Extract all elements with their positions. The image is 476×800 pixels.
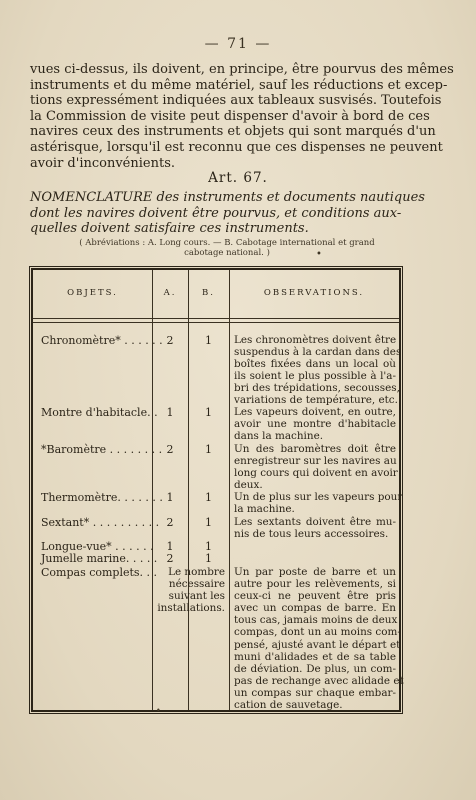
row-value-b: 1: [205, 443, 212, 456]
nomenclature-table: [31, 268, 404, 712]
row-value-b: 1: [205, 334, 212, 347]
header-rule: [33, 318, 399, 319]
row-value-b: 1: [205, 516, 212, 529]
header-objets: OBJETS.: [67, 288, 118, 298]
row-value-a: 2: [166, 334, 174, 347]
obs-line: Un de plus sur les vapeurs pour: [234, 491, 403, 503]
obs-line: muni d'alidades et de sa table: [234, 650, 396, 663]
abbreviations-line: cabotage national. ): [184, 248, 270, 258]
obs-line: pas de rechange avec alidade et: [234, 674, 404, 687]
obs-line: bri des trépidations, secousses,: [234, 382, 400, 395]
note-line: installations.: [157, 602, 225, 615]
header-a: A.: [163, 288, 177, 298]
abbreviations-note: [52, 238, 402, 258]
nomenclature-title: [30, 190, 425, 237]
obs-line: avec un compas de barre. En: [234, 602, 396, 615]
row-value-a: 2: [166, 443, 174, 456]
obs-line: suspendus à la cardan dans des: [234, 346, 402, 359]
intro-line: vues ci-dessus, ils doivent, en principe, être pourvus des mêmes: [30, 62, 454, 77]
obs-line: Un par poste de barre et un: [234, 566, 396, 578]
obs-line: avoir une montre d'habitacle: [234, 418, 396, 431]
intro-line: instruments et du même matériel, sauf les réductions et excep-: [30, 77, 448, 93]
header-observations: OBSERVATIONS.: [263, 288, 365, 298]
row-value-a: 1: [166, 406, 174, 419]
row-objet: Sextant* . . . . . . . . . .: [41, 516, 160, 529]
note-line: nécessaire: [168, 578, 225, 591]
row-observations: [234, 406, 396, 442]
row-observations: [234, 516, 396, 540]
obs-line: un compas sur chaque embar-: [234, 686, 396, 699]
intro-line: tions expressément indiquées aux tableaux susvisés. Toutefois: [30, 93, 442, 109]
intro-line: avoir d'inconvénients.: [30, 155, 175, 171]
page-number: — 71 —: [204, 36, 272, 52]
abbreviations-line: ( Abréviations : A. Long cours. — B. Cabotage international et grand: [79, 238, 375, 248]
title-line: NOMENCLATURE des instruments et documents nautiques: [30, 190, 425, 205]
row-objet: Longue-vue* . . . . . .: [41, 540, 154, 553]
row-value-a: 2: [166, 516, 174, 529]
obs-line: compas, dont un au moins com-: [234, 626, 401, 639]
row-value-b: 1: [205, 406, 212, 419]
article-heading: Art. 67.: [208, 170, 268, 186]
obs-line: la machine.: [234, 503, 295, 516]
obs-line: Les vapeurs doivent, en outre,: [234, 406, 396, 418]
row-observations: [234, 491, 403, 516]
note-line: Le nombre: [168, 566, 225, 578]
row-value-a: 1: [166, 540, 174, 553]
row-objet: Thermomètre. . . . . . .: [41, 491, 163, 504]
obs-line: long cours qui doivent en avoir: [234, 467, 398, 480]
obs-line: Un des baromètres doit être: [234, 443, 396, 455]
intro-line: astérisque, lorsqu'il est reconnu que ces dispenses ne peuvent: [30, 139, 443, 155]
row-value-b: 1: [205, 491, 212, 504]
header-b: B.: [202, 288, 215, 298]
obs-line: Les chronomètres doivent être: [234, 334, 397, 346]
title-line: dont les navires doivent être pourvus, et conditions aux-: [30, 205, 402, 221]
row-observations: [234, 334, 402, 407]
row-value-b: 1: [205, 552, 212, 565]
title-line: quelles doivent satisfaire ces instruments.: [30, 221, 309, 236]
obs-line: autre pour les relèvements, si: [234, 578, 396, 591]
obs-line: pensé, ajusté avant le départ et: [234, 638, 401, 651]
obs-line: boîtes fixées dans un local où: [234, 358, 396, 371]
obs-line: ils soient le plus possible à l'a-: [234, 370, 396, 383]
row-objet: Chronomètre* . . . . . .: [41, 334, 163, 347]
row-value-a: 1: [166, 491, 174, 504]
header-rule: [33, 322, 399, 323]
ink-mark: •: [156, 706, 161, 715]
obs-line: variations de température, etc.: [234, 394, 398, 407]
column-rule: [229, 270, 230, 710]
row-value-b: 1: [205, 540, 212, 553]
intro-line: navires ceux des instruments et objets qui sont marqués d'un: [30, 124, 436, 140]
intro-paragraph: [30, 62, 454, 171]
row-note: [152, 566, 229, 614]
obs-line: de déviation. De plus, un com-: [234, 662, 396, 675]
row-objet: Jumelle marine. . . . .: [41, 552, 158, 565]
row-objet: Compas complets. . .: [41, 566, 158, 579]
row-objet: Montre d'habitacle. .: [41, 406, 158, 419]
obs-line: Les sextants doivent être mu-: [234, 516, 396, 528]
row-observations: [234, 566, 404, 712]
row-observations: [234, 443, 396, 491]
obs-line: ceux-ci ne peuvent être pris: [234, 590, 396, 603]
note-line: suivant les: [168, 590, 225, 603]
obs-line: dans la machine.: [234, 430, 324, 443]
row-value-a: 2: [166, 552, 174, 565]
row-objet: *Baromètre . . . . . . . .: [41, 443, 163, 456]
obs-line: cation de sauvetage.: [234, 699, 343, 712]
obs-line: enregistreur sur les navires au: [234, 455, 397, 468]
obs-line: deux.: [234, 479, 263, 492]
obs-line: tous cas, jamais moins de deux: [234, 614, 398, 627]
intro-line: la Commission de visite peut dispenser d'avoir à bord de ces: [30, 108, 430, 124]
ink-dot: •: [316, 249, 322, 260]
obs-line: nis de tous leurs accessoires.: [234, 528, 389, 541]
